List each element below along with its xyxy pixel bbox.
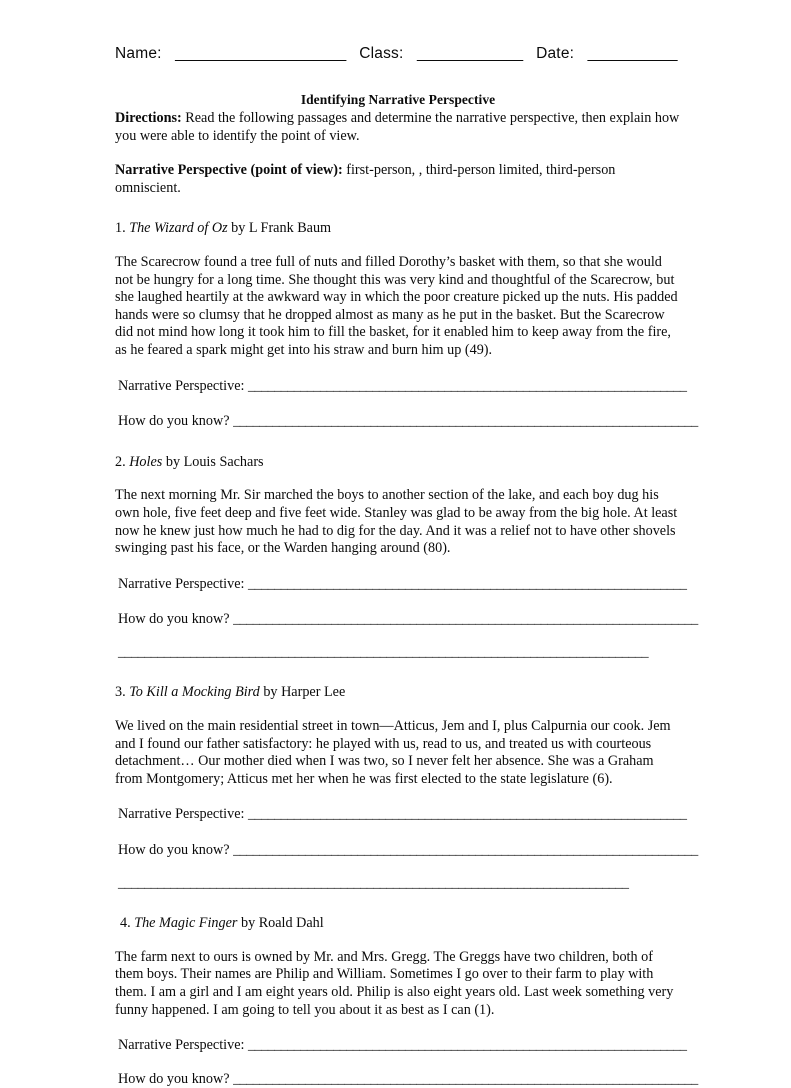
date-fill-blank[interactable]: ___________ <box>587 45 677 62</box>
passage-title: The Wizard of Oz <box>129 220 228 237</box>
passage-2 <box>115 453 698 662</box>
narrative-perspective-answer-row[interactable] <box>118 575 687 594</box>
passage-author: by Harper Lee <box>259 684 346 701</box>
how-do-you-know-fill-blank[interactable]: _______________________________________________________________________ <box>233 842 698 859</box>
directions-paragraph <box>115 110 681 145</box>
passage-title: To Kill a Mocking Bird <box>129 684 260 701</box>
how-do-you-know-answer-row[interactable] <box>118 611 698 629</box>
passage-number: 1. <box>115 220 130 237</box>
passage-text: The farm next to ours is owned by Mr. and Mrs. Gregg. The Greggs have two children, both of them boys. Their names are Philip and William. Sometimes I go over to their farm to play with them. I am a girl and I am eight years old. Philip is also eight years old. Last week something very funny happened. I am going to tell you about it as best as I can (1). <box>115 948 674 1018</box>
how-do-you-know-answer-row[interactable] <box>118 1070 698 1088</box>
answer-continuation-line[interactable]: ______________________________________________________________________________ <box>118 874 629 891</box>
passage-1 <box>115 220 698 430</box>
narrative-perspective-label: Narrative Perspective: <box>118 377 248 394</box>
perspective-key <box>115 162 681 197</box>
how-do-you-know-fill-blank[interactable]: _______________________________________________________________________ <box>233 1070 698 1087</box>
narrative-perspective-answer-row[interactable] <box>118 377 687 396</box>
narrative-perspective-fill-blank[interactable]: ___________________________________________________________________ <box>248 575 687 592</box>
passage-text: The next morning Mr. Sir marched the boys to another section of the lake, and each boy dug his own hole, five feet deep and five feet wide. Stanley was glad to be away from the big hole. At least now he knew just how much he had to dig for the day. And it was a relief not to have other shovels swinging past his face, or the Warden hanging around (80). <box>115 487 678 557</box>
how-do-you-know-answer-row[interactable] <box>118 842 698 860</box>
passage-text: The Scarecrow found a tree full of nuts and filled Dorothy’s basket with them, so that she would not be hungry for a long time. She thought this was very kind and thoughtful of the Scarecrow, but she laughed heartily at the awkward way in which the poor creature picked up the nuts. His padded hands were so clumsy that he dropped almost as many as he put in the basket. But the Scarecrow did not mind how long it took him to fill the basket, for it enabled him to keep away from the fire, as he feared a spark might get into his straw and burn him up (49). <box>115 253 678 358</box>
passage-heading <box>115 915 681 933</box>
narrative-perspective-answer-row[interactable] <box>118 806 687 824</box>
directions-label: Directions: <box>115 110 182 126</box>
perspective-key-options: first-person, , third-person limited, third-person omniscient. <box>115 162 616 196</box>
narrative-perspective-label: Narrative Perspective: <box>118 806 248 823</box>
date-label: Date: <box>536 45 575 62</box>
passage-title: Holes <box>129 453 163 470</box>
page-content <box>115 0 698 1088</box>
answer-area <box>115 806 698 892</box>
name-label: Name: <box>115 45 162 62</box>
how-do-you-know-fill-blank[interactable]: _______________________________________________________________________ <box>233 413 698 430</box>
passage-author: by L Frank Baum <box>227 220 332 237</box>
class-label: Class: <box>359 45 404 62</box>
passage-author: by Louis Sachars <box>162 453 264 470</box>
student-info-line <box>115 0 681 64</box>
how-do-you-know-label: How do you know? <box>118 1070 234 1087</box>
passage-heading <box>115 454 681 472</box>
directions-text: Read the following passages and determine the narrative perspective, then explain how you were able to identify the point of view. <box>115 110 680 144</box>
passage-number: 4. <box>120 915 135 932</box>
passage-number: 3. <box>115 684 130 701</box>
narrative-perspective-fill-blank[interactable]: ___________________________________________________________________ <box>248 1037 687 1054</box>
passage-3 <box>115 684 698 892</box>
answer-area <box>115 1037 698 1088</box>
passage-author: by Roald Dahl <box>237 915 324 932</box>
passage-number: 2. <box>115 453 130 470</box>
narrative-perspective-label: Narrative Perspective: <box>118 1037 248 1054</box>
how-do-you-know-answer-row[interactable] <box>118 413 698 431</box>
passage-4 <box>115 915 698 1088</box>
perspective-key-label: Narrative Perspective (point of view): <box>115 162 343 179</box>
narrative-perspective-answer-row[interactable] <box>118 1037 687 1055</box>
how-do-you-know-label: How do you know? <box>118 413 234 430</box>
narrative-perspective-label: Narrative Perspective: <box>118 575 248 592</box>
answer-continuation-line[interactable]: _________________________________________________________________________________ <box>118 643 649 660</box>
page-title: Identifying Narrative Perspective <box>300 92 496 107</box>
narrative-perspective-fill-blank[interactable]: ___________________________________________________________________ <box>248 806 687 823</box>
narrative-perspective-fill-blank[interactable]: ___________________________________________________________________ <box>248 377 687 394</box>
how-do-you-know-label: How do you know? <box>118 842 234 859</box>
answer-area <box>115 575 698 662</box>
passage-title: The Magic Finger <box>134 915 238 932</box>
passage-heading <box>115 684 681 702</box>
passage-text: We lived on the main residential street in town—Atticus, Jem and I, plus Calpurnia our cook. Jem and I found our father satisfactory: he played with us, read to us, and treated us with courteous detachment… Our mother died when I was two, so I never felt her absence. She was a Graham from Montgomery; Atticus met her when he was first elected to the state legislature (6). <box>115 718 671 787</box>
passage-heading <box>115 220 681 238</box>
how-do-you-know-label: How do you know? <box>118 611 234 628</box>
how-do-you-know-fill-blank[interactable]: _______________________________________________________________________ <box>233 611 698 628</box>
answer-area <box>115 377 698 431</box>
class-fill-blank[interactable]: _____________ <box>417 45 523 62</box>
name-fill-blank[interactable]: _____________________ <box>175 45 346 62</box>
